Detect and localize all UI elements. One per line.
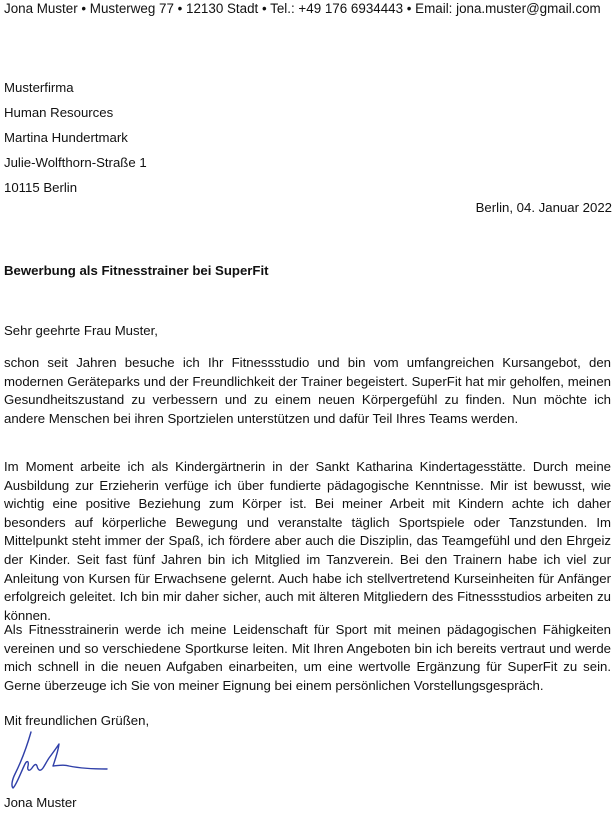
- body-paragraph-2: Im Moment arbeite ich als Kindergärtnerin in der Sankt Katharina Kindertagesstätte. Durch meine Ausbildung zur Erzieherin verfüge ich über fundierte pädagogische Kenntnisse. Mir ist bewusst, wie wichtig eine positive Beziehung zum Körper ist. Bei meiner Arbeit mit Kindern achte ich daher besonders auf körperliche Bewegung und veranstalte täglich Sportspiele oder Tanzstunden. Im Mittelpunkt steht immer der Spaß, ich fördere aber auch die Disziplin, das Teamgefühl und den Ehrgeiz der Kinder. Seit fast fünf Jahren bin ich Mitglied im Tanzverein. Bei den Trainern habe ich viel zur Anleitung von Kursen für Erwachsene gelernt. Auch habe ich stellvertretend Kurseinheiten für Anfänger erfolgreich geleitet. Ich bin mir daher sicher, auch mit älteren Mitgliedern des Fitnessstudios arbeiten zu können.: [4, 459, 611, 623]
- letter-subject: Bewerbung als Fitnesstrainer bei SuperFit: [4, 263, 269, 278]
- signer-name: Jona Muster: [4, 795, 77, 810]
- body-paragraph-1: schon seit Jahren besuche ich Ihr Fitnessstudio und bin vom umfangreichen Kursangebot, den modernen Geräteparks und der Freundlichkeit der Trainer begeistert. SuperFit hat mir geholfen, meinen Gesundheitszustand zu verbessern und zu einem neuen Körpergefühl zu finden. Nun möchte ich andere Menschen bei ihren Sportzielen unterstützen und dafür Teil Ihres Teams werden.: [4, 355, 611, 426]
- sender-contact-line: Jona Muster • Musterweg 77 • 12130 Stadt • Tel.: +49 176 6934443 • Email: jona.muster@gmail.com: [4, 1, 601, 16]
- body-paragraph-3: Als Fitnesstrainerin werde ich meine Leidenschaft für Sport mit meinen pädagogischen Fähigkeiten vereinen und so verschiedene Sportkurse leiten. Mit Ihren Angeboten bin ich bereits vertraut und werde mich schnell in die neuen Aufgaben einarbeiten, um eine wertvolle Ergänzung für SuperFit zu sein. Gerne überzeuge ich Sie von meiner Eignung bei einem persönlichen Vorstellungsgespräch.: [4, 622, 611, 693]
- recipient-name: Martina Hundertmark: [4, 130, 128, 145]
- signature-stroke: [12, 732, 107, 788]
- letter-date: Berlin, 04. Januar 2022: [475, 200, 612, 215]
- closing-phrase: Mit freundlichen Grüßen,: [4, 713, 150, 728]
- recipient-address: [4, 75, 147, 200]
- sender-header: [4, 1, 601, 16]
- salutation: Sehr geehrte Frau Muster,: [4, 323, 158, 338]
- recipient-company: Musterfirma: [4, 80, 74, 95]
- recipient-department: Human Resources: [4, 105, 114, 120]
- recipient-city: 10115 Berlin: [4, 180, 78, 195]
- recipient-street: Julie-Wolfthorn-Straße 1: [4, 155, 147, 170]
- handwritten-signature: [3, 728, 113, 794]
